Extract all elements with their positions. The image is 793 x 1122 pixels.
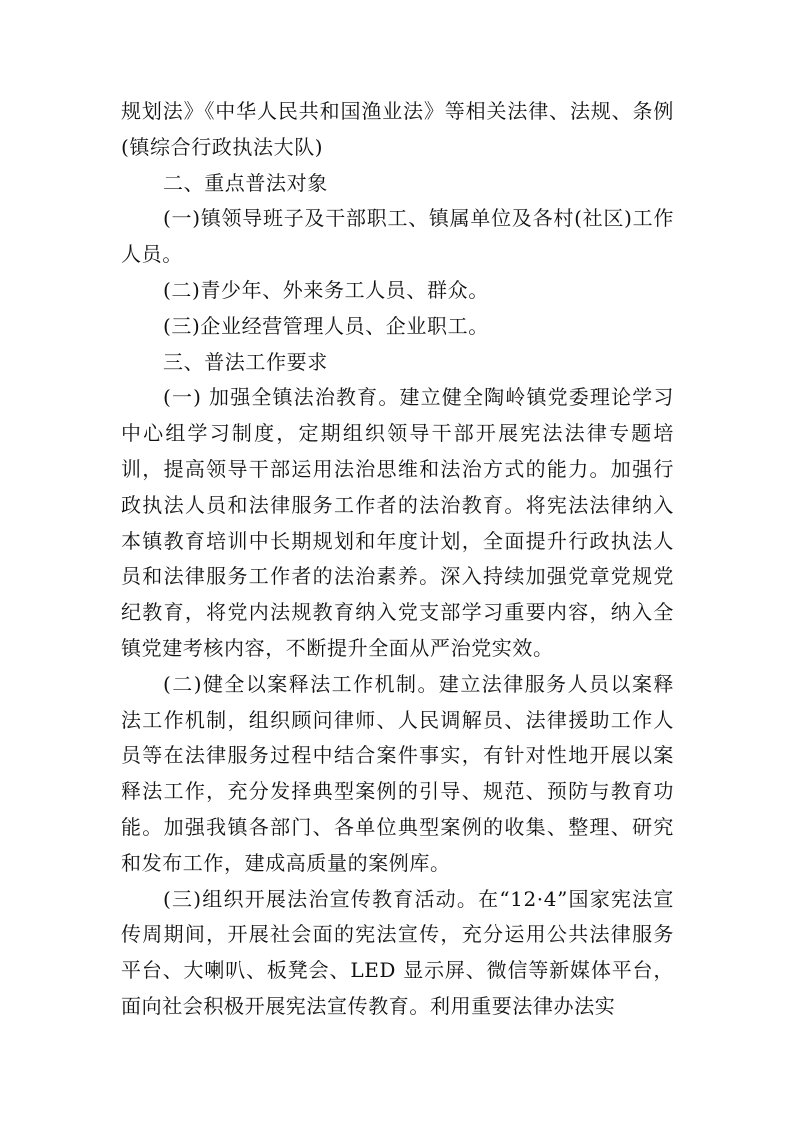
paragraph-target-3: (三)企业经营管理人员、企业职工。 xyxy=(163,313,489,338)
paragraph-target-1: (一)镇领导班子及干部职工、镇属单位及各村(社区)工作人员。 xyxy=(121,206,674,267)
section-heading-2: 二、重点普法对象 xyxy=(163,170,328,195)
paragraph-requirement-3: (三)组织开展法治宣传教育活动。在“12·4”国家宪法宣传周期间，开展社会面的宪法宣传，充分运用公共法律服务平台、大喇叭、板凳会、LED 显示屏、微信等新媒体平台，面向社会积极开展宪法宣传教育。利用重要法律办法实 xyxy=(121,886,674,1018)
document-body xyxy=(121,94,674,1025)
section-heading-3: 三、普法工作要求 xyxy=(163,349,328,374)
paragraph-target-2: (二)青少年、外来务工人员、群众。 xyxy=(163,277,489,302)
paragraph-requirement-2: (二)健全以案释法工作机制。建立法律服务人员以案释法工作机制，组织顾问律师、人民调解员、法律援助工作人员等在法律服务过程中结合案件事实，有针对性地开展以案释法工作，充分发择典型案例的引导、规范、预防与教育功能。加强我镇各部门、各单位典型案例的收集、整理、研究和发布工作，建成高质量的案例库。 xyxy=(121,671,674,875)
paragraph-requirement-1: (一) 加强全镇法治教育。建立健全陶岭镇党委理论学习中心组学习制度，定期组织领导干部开展宪法法律专题培训，提高领导干部运用法治思维和法治方式的能力。加强行政执法人员和法律服务工作者的法治教育。将宪法法律纳入本镇教育培训中长期规划和年度计划，全面提升行政执法人员和法律服务工作者的法治素养。深入持续加强党章党规党纪教育，将党内法规教育纳入党支部学习重要内容，纳入全镇党建考核内容，不断提升全面从严治党实效。 xyxy=(121,385,674,660)
paragraph-continuation: 规划法》《中华人民共和国渔业法》等相关法律、法规、条例(镇综合行政执法大队) xyxy=(121,99,674,159)
